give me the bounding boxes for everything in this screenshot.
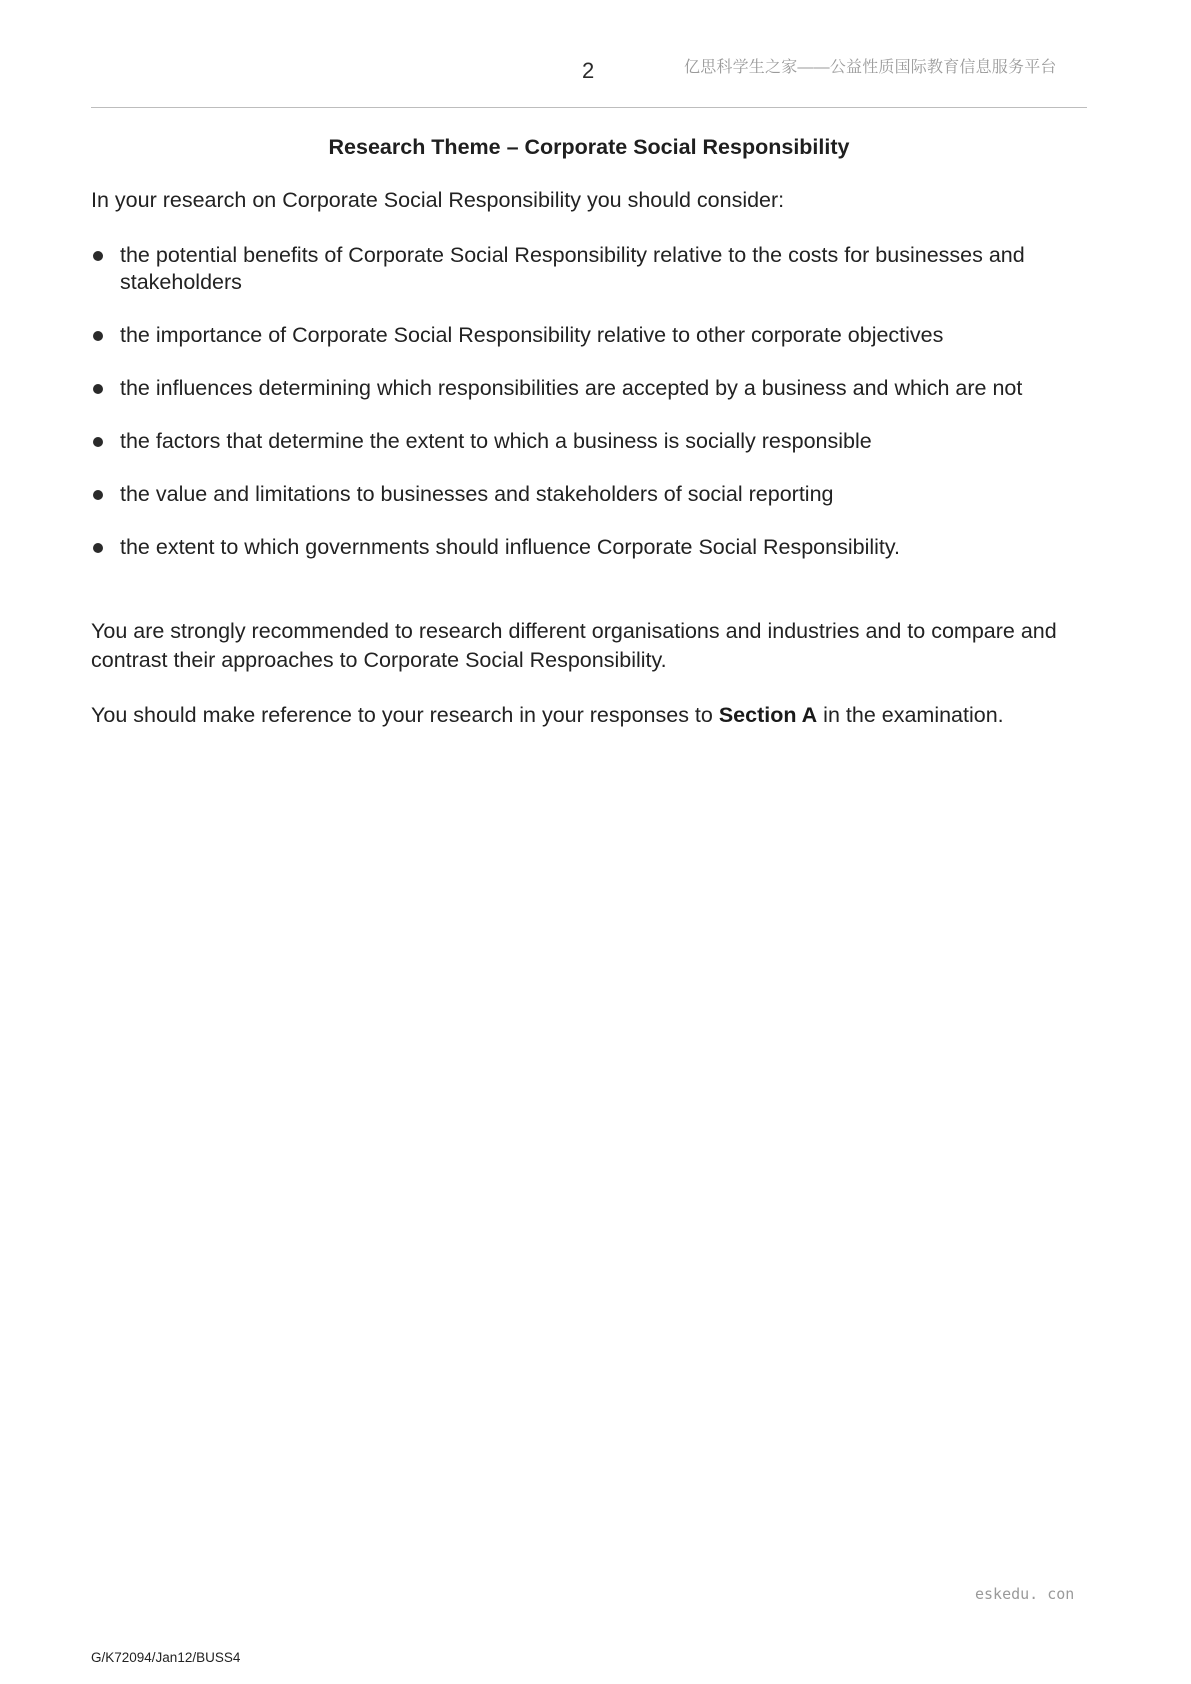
reference-text-before: You should make reference to your research in your responses to: [91, 703, 719, 727]
list-item-text: the value and limitations to businesses and stakeholders of social reporting: [120, 482, 834, 506]
list-item: [91, 375, 1091, 402]
reference-text-after: in the examination.: [817, 703, 1004, 727]
list-item: [91, 481, 1091, 508]
paper-code: G/K72094/Jan12/BUSS4: [91, 1650, 241, 1665]
page-number: 2: [582, 58, 595, 83]
bullet-icon: [93, 331, 103, 341]
list-item-text: the influences determining which responsibilities are accepted by a business and which are not: [120, 376, 1023, 400]
bullet-icon: [93, 543, 103, 553]
list-item-text: the importance of Corporate Social Responsibility relative to other corporate objectives: [120, 323, 944, 347]
header-rule: [91, 107, 1087, 108]
list-item: [91, 322, 1091, 349]
bullet-icon: [93, 437, 103, 447]
bullet-icon: [93, 490, 103, 500]
intro-text: In your research on Corporate Social Responsibility you should consider:: [91, 188, 785, 212]
list-item-text: the potential benefits of Corporate Social Responsibility relative to the costs for businesses and stakeholders: [120, 243, 1025, 294]
list-item-text: the factors that determine the extent to which a business is socially responsible: [120, 429, 872, 453]
bullet-icon: [93, 251, 103, 261]
list-item-text: the extent to which governments should influence Corporate Social Responsibility.: [120, 535, 901, 559]
section-a-emphasis: Section A: [718, 703, 818, 727]
recommendation-paragraph: You are strongly recommended to research different organisations and industries and to compare and contrast their approaches to Corporate Social Responsibility.: [91, 619, 1057, 672]
reference-paragraph: [91, 703, 1004, 728]
consideration-list: [91, 242, 1091, 587]
list-item: [91, 242, 1091, 296]
list-item: [91, 534, 1091, 561]
research-theme-title: Research Theme – Corporate Social Responsibility: [328, 135, 850, 159]
header-watermark: 亿思科学生之家——公益性质国际教育信息服务平台: [684, 59, 1057, 76]
list-item: [91, 428, 1091, 455]
bullet-icon: [93, 384, 103, 394]
footer-watermark: eskedu. con: [975, 1585, 1075, 1603]
